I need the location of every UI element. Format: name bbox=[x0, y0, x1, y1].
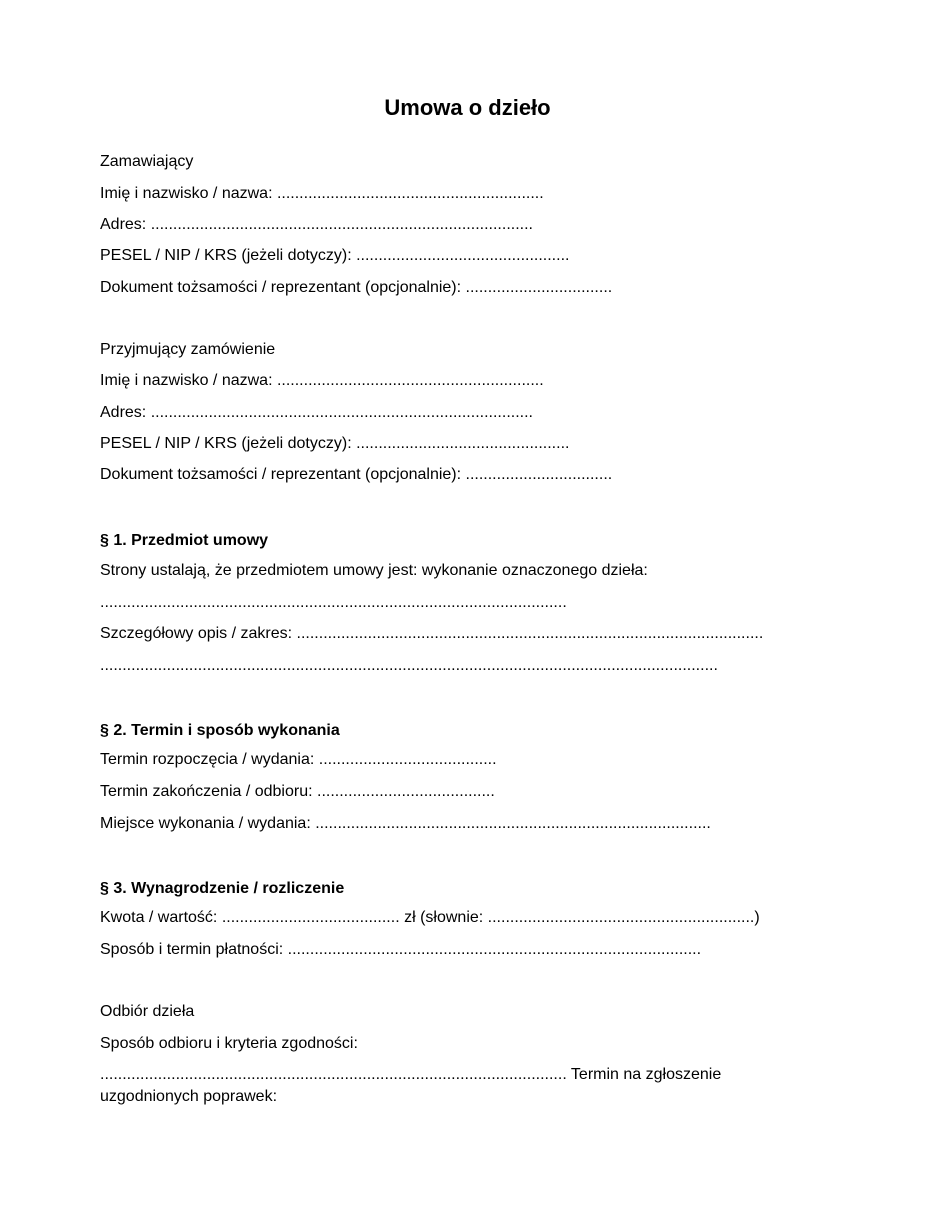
ordering-party-pesel-field: PESEL / NIP / KRS (jeżeli dotyczy): ................................................ bbox=[100, 247, 570, 264]
ordering-party-name-field: Imię i nazwisko / nazwa: ............................................................ bbox=[100, 185, 544, 202]
section1-subject-blank: ......................................................................................................... bbox=[100, 594, 567, 611]
ordering-party-id-document-field: Dokument tożsamości / reprezentant (opcjonalnie): ................................. bbox=[100, 279, 613, 296]
contractor-address-field: Adres: ...................................................................................... bbox=[100, 404, 533, 421]
section2-end-date-field: Termin zakończenia / odbioru: ........................................ bbox=[100, 783, 495, 800]
acceptance-heading: Odbiór dzieła bbox=[100, 1003, 195, 1020]
acceptance-criteria-label: Sposób odbioru i kryteria zgodności: bbox=[100, 1035, 358, 1052]
contractor-name-field: Imię i nazwisko / nazwa: ............................................................ bbox=[100, 372, 544, 389]
contractor-id-document-field: Dokument tożsamości / reprezentant (opcjonalnie): ................................. bbox=[100, 466, 613, 483]
ordering-party-heading: Zamawiający bbox=[100, 153, 194, 170]
section3-amount-field: Kwota / wartość: ........................................ zł (słownie: ............................................................) bbox=[100, 909, 760, 926]
section2-start-date-field: Termin rozpoczęcia / wydania: ........................................ bbox=[100, 751, 497, 768]
section1-scope-field: Szczegółowy opis / zakres: ......................................................................................................... bbox=[100, 625, 764, 642]
section1-scope-blank: ........................................................................................................................................... bbox=[100, 657, 718, 674]
document-title: Umowa o dzieło bbox=[384, 95, 551, 120]
contractor-heading: Przyjmujący zamówienie bbox=[100, 341, 276, 358]
section3-heading: § 3. Wynagrodzenie / rozliczenie bbox=[100, 880, 345, 897]
section2-heading: § 2. Termin i sposób wykonania bbox=[100, 722, 340, 739]
contractor-pesel-field: PESEL / NIP / KRS (jeżeli dotyczy): ................................................ bbox=[100, 435, 570, 452]
acceptance-criteria-field: ......................................................................................................... Termin na zgłoszenie uzgodnionych poprawek: bbox=[100, 1066, 722, 1105]
ordering-party-address-field: Adres: ...................................................................................... bbox=[100, 216, 533, 233]
section1-subject-text: Strony ustalają, że przedmiotem umowy jest: wykonanie oznaczonego dzieła: bbox=[100, 562, 648, 579]
section1-heading: § 1. Przedmiot umowy bbox=[100, 532, 269, 549]
section2-place-field: Miejsce wykonania / wydania: ......................................................................................... bbox=[100, 815, 711, 832]
section3-payment-field: Sposób i termin płatności: ............................................................................................. bbox=[100, 941, 702, 958]
